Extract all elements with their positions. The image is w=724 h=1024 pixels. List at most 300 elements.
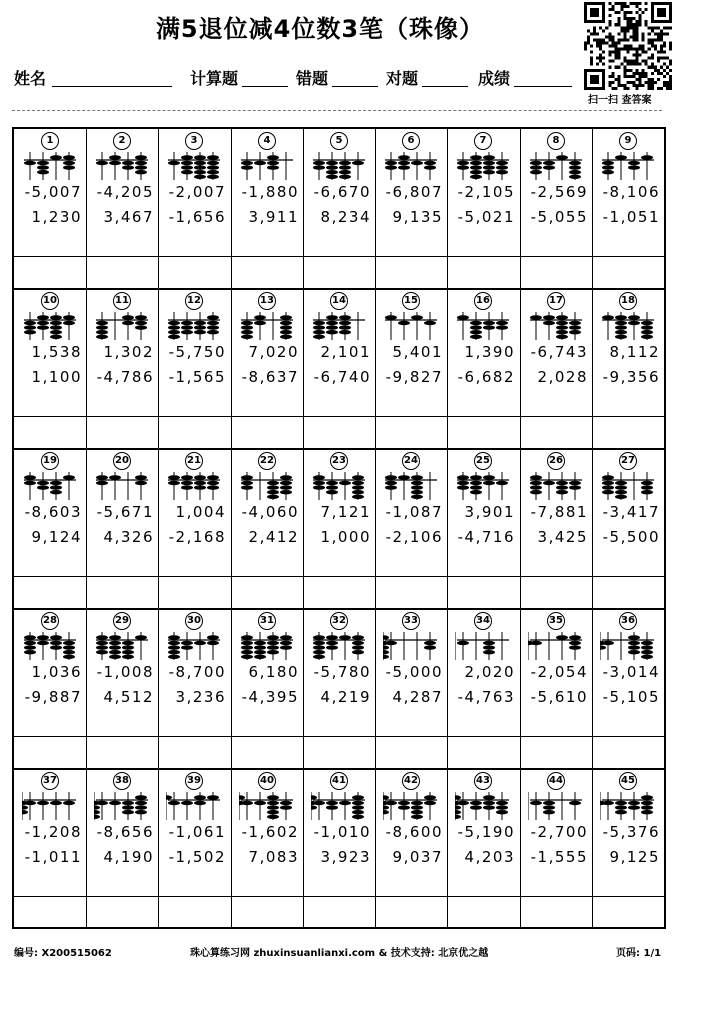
- operand-1: -8,603: [24, 503, 82, 521]
- answer-box[interactable]: [86, 736, 158, 769]
- answer-box[interactable]: [447, 256, 519, 289]
- qr-module: [645, 60, 648, 63]
- abacus-lower-bead: [383, 645, 389, 649]
- abacus-lower-bead: [135, 325, 147, 329]
- qr-module: [642, 38, 645, 41]
- abacus-upper-bead: [483, 475, 495, 480]
- operand-2: 9,125: [609, 848, 660, 866]
- abacus-image: [311, 151, 367, 181]
- qr-module: [617, 54, 620, 57]
- qr-module: [593, 38, 596, 41]
- qr-module: [651, 44, 654, 47]
- abacus-lower-bead: [496, 321, 508, 325]
- abacus-lower-bead: [628, 805, 640, 809]
- abacus-lower-bead: [411, 481, 423, 485]
- qr-module: [626, 60, 629, 63]
- qr-module: [648, 32, 651, 35]
- abacus-lower-bead: [383, 805, 389, 809]
- abacus-lower-bead: [602, 490, 614, 494]
- abacus-image: [94, 151, 150, 181]
- answer-box[interactable]: [158, 576, 230, 609]
- qr-module: [623, 29, 626, 32]
- answer-box[interactable]: [303, 576, 375, 609]
- abacus-lower-bead: [207, 175, 219, 179]
- operand-1: -5,007: [24, 183, 82, 201]
- abacus-upper-bead: [398, 155, 410, 160]
- qr-module: [636, 35, 639, 38]
- abacus-image: [600, 471, 656, 501]
- abacus-lower-bead: [569, 330, 581, 334]
- abacus-upper-bead: [267, 795, 279, 800]
- answer-box[interactable]: [158, 256, 230, 289]
- qr-module: [636, 26, 639, 29]
- abacus-lower-bead: [615, 490, 627, 494]
- abacus-upper-bead: [109, 475, 121, 480]
- qr-module: [639, 44, 642, 47]
- abacus-lower-bead: [543, 165, 555, 169]
- abacus-lower-bead: [339, 161, 351, 165]
- abacus-lower-bead: [194, 170, 206, 174]
- qr-module: [666, 57, 669, 60]
- qr-module: [633, 29, 636, 32]
- answer-box[interactable]: [447, 416, 519, 449]
- abacus-lower-bead: [267, 650, 279, 654]
- abacus-lower-bead: [37, 321, 49, 325]
- problem-cell: [375, 769, 447, 896]
- abacus-upper-bead: [556, 635, 568, 640]
- abacus-lower-bead: [470, 485, 482, 489]
- qr-module: [623, 60, 626, 63]
- abacus-upper-bead: [352, 635, 364, 640]
- abacus-lower-bead: [615, 330, 627, 334]
- problem-cell: [303, 449, 375, 576]
- answer-box[interactable]: [303, 736, 375, 769]
- abacus-lower-bead: [411, 495, 423, 499]
- abacus-lower-bead: [313, 641, 325, 645]
- abacus-lower-bead: [50, 330, 62, 334]
- score-blank[interactable]: [514, 86, 572, 87]
- abacus-lower-bead: [496, 801, 508, 805]
- abacus-lower-bead: [37, 161, 49, 165]
- abacus-lower-bead: [267, 490, 279, 494]
- abacus-lower-bead: [50, 485, 62, 489]
- abacus-upper-bead: [96, 635, 108, 640]
- qr-module: [611, 41, 614, 44]
- answer-box[interactable]: [231, 736, 303, 769]
- answer-box[interactable]: [447, 736, 519, 769]
- problem-cell: [86, 289, 158, 416]
- abacus-lower-bead: [241, 641, 253, 645]
- abacus-lower-bead: [168, 655, 180, 659]
- problem-cell: [520, 449, 592, 576]
- abacus-upper-bead: [194, 475, 206, 480]
- operand-1: -8,600: [385, 823, 443, 841]
- abacus-lower-bead: [600, 645, 606, 649]
- abacus-lower-bead: [96, 650, 108, 654]
- abacus-lower-bead: [470, 490, 482, 494]
- abacus-lower-bead: [24, 481, 36, 485]
- abacus-lower-bead: [207, 321, 219, 325]
- abacus-lower-bead: [24, 330, 36, 334]
- problem-cell: [303, 769, 375, 896]
- qr-module: [633, 32, 636, 35]
- problem-cell: [592, 129, 664, 256]
- abacus-lower-bead: [241, 321, 253, 325]
- answer-box[interactable]: [231, 256, 303, 289]
- abacus-upper-bead: [326, 635, 338, 640]
- abacus-image: [239, 151, 295, 181]
- answer-box[interactable]: [375, 256, 447, 289]
- answer-box[interactable]: [158, 416, 230, 449]
- answer-box[interactable]: [14, 256, 86, 289]
- abacus-upper-bead: [457, 475, 469, 480]
- abacus-lower-bead: [267, 810, 279, 814]
- qr-module: [620, 38, 623, 41]
- qr-module: [630, 2, 633, 5]
- problem-cell: [375, 129, 447, 256]
- abacus-lower-bead: [641, 650, 653, 654]
- qr-module: [633, 38, 636, 41]
- answer-box[interactable]: [592, 736, 664, 769]
- abacus-lower-bead: [96, 321, 108, 325]
- answer-box[interactable]: [158, 736, 230, 769]
- abacus-lower-bead: [326, 641, 338, 645]
- abacus-lower-bead: [267, 485, 279, 489]
- qr-module: [626, 44, 629, 47]
- answer-box[interactable]: [86, 576, 158, 609]
- answer-box[interactable]: [375, 736, 447, 769]
- qr-module: [639, 14, 642, 17]
- operand-1: -6,670: [313, 183, 371, 201]
- answer-box[interactable]: [520, 736, 592, 769]
- dashed-divider: [12, 110, 662, 111]
- qr-module: [617, 23, 620, 26]
- abacus-lower-bead: [352, 805, 364, 809]
- qr-module: [657, 51, 660, 54]
- abacus-lower-bead: [94, 810, 100, 814]
- abacus-lower-bead: [50, 801, 62, 805]
- problem-number-badge: 5: [330, 132, 348, 150]
- abacus-upper-bead: [168, 475, 180, 480]
- abacus-upper-bead: [181, 475, 193, 480]
- answer-box[interactable]: [303, 896, 375, 929]
- answer-box[interactable]: [303, 416, 375, 449]
- abacus-lower-bead: [168, 801, 180, 805]
- abacus-lower-bead: [50, 321, 62, 325]
- abacus-lower-bead: [641, 325, 653, 329]
- problem-cell: [520, 609, 592, 736]
- abacus-lower-bead: [496, 165, 508, 169]
- abacus-lower-bead: [530, 801, 542, 805]
- abacus-lower-bead: [267, 805, 279, 809]
- abacus-lower-bead: [543, 161, 555, 165]
- answer-box[interactable]: [14, 416, 86, 449]
- abacus-lower-bead: [94, 805, 100, 809]
- abacus-lower-bead: [615, 495, 627, 499]
- answer-box[interactable]: [520, 256, 592, 289]
- qr-module: [596, 32, 599, 35]
- abacus-lower-bead: [483, 321, 495, 325]
- qr-module: [657, 8, 666, 17]
- abacus-upper-bead: [207, 315, 219, 320]
- operand-1: -6,743: [530, 343, 588, 361]
- answer-box[interactable]: [14, 576, 86, 609]
- answer-box[interactable]: [375, 576, 447, 609]
- abacus-lower-bead: [94, 815, 100, 819]
- abacus-image: [528, 151, 584, 181]
- worksheet-title: 满5退位减4位数3笔（珠像）: [155, 15, 485, 43]
- qr-module: [645, 51, 648, 54]
- answer-box[interactable]: [447, 576, 519, 609]
- qr-module: [657, 26, 660, 29]
- answer-box[interactable]: [447, 896, 519, 929]
- abacus-lower-bead: [168, 650, 180, 654]
- problem-number-badge: 35: [547, 612, 565, 630]
- abacus-lower-bead: [194, 325, 206, 329]
- qr-module: [596, 41, 599, 44]
- abacus-upper-bead: [241, 635, 253, 640]
- abacus-image: [383, 311, 439, 341]
- abacus-lower-bead: [483, 161, 495, 165]
- abacus-upper-bead: [37, 635, 49, 640]
- abacus-upper-bead: [280, 315, 292, 320]
- abacus-image: [166, 471, 222, 501]
- abacus-lower-bead: [135, 801, 147, 805]
- qr-module: [608, 54, 611, 57]
- abacus-lower-bead: [602, 485, 614, 489]
- answer-box[interactable]: [592, 576, 664, 609]
- answer-box[interactable]: [520, 576, 592, 609]
- abacus-lower-bead: [326, 481, 338, 485]
- abacus-lower-bead: [194, 481, 206, 485]
- abacus-lower-bead: [24, 321, 36, 325]
- abacus-lower-bead: [339, 321, 351, 325]
- abacus-upper-bead: [641, 795, 653, 800]
- answer-box[interactable]: [158, 896, 230, 929]
- abacus-lower-bead: [207, 330, 219, 334]
- abacus-image: [239, 471, 295, 501]
- operand-2: 1,100: [31, 368, 82, 386]
- answer-box[interactable]: [520, 416, 592, 449]
- qr-module: [599, 38, 602, 41]
- qr-module: [617, 11, 620, 14]
- operand-2: -4,716: [457, 528, 515, 546]
- answer-box[interactable]: [86, 256, 158, 289]
- problem-number-badge: 11: [113, 292, 131, 310]
- abacus-lower-bead: [241, 485, 253, 489]
- operand-1: -4,060: [241, 503, 299, 521]
- abacus-lower-bead: [352, 815, 364, 819]
- qr-module: [660, 48, 663, 51]
- abacus-lower-bead: [352, 481, 364, 485]
- qr-module: [657, 35, 660, 38]
- abacus-image: [239, 631, 295, 661]
- abacus-image: [311, 631, 367, 661]
- answer-box[interactable]: [520, 896, 592, 929]
- abacus-lower-bead: [615, 325, 627, 329]
- abacus-lower-bead: [254, 650, 266, 654]
- abacus-lower-bead: [339, 175, 351, 179]
- qr-module: [645, 8, 648, 11]
- qr-module: [630, 48, 633, 51]
- operand-1: 1,004: [175, 503, 226, 521]
- answer-box[interactable]: [375, 416, 447, 449]
- operand-2: 4,287: [392, 688, 443, 706]
- abacus-lower-bead: [280, 641, 292, 645]
- answer-box[interactable]: [86, 896, 158, 929]
- problem-cell: [158, 289, 230, 416]
- abacus-upper-bead: [24, 635, 36, 640]
- qr-module: [599, 48, 602, 51]
- abacus-lower-bead: [280, 335, 292, 339]
- abacus-lower-bead: [470, 321, 482, 325]
- abacus-image: [455, 791, 511, 821]
- answer-box[interactable]: [375, 896, 447, 929]
- qr-module: [596, 57, 599, 60]
- abacus-lower-bead: [569, 481, 581, 485]
- qr-module: [617, 38, 620, 41]
- abacus-image: [22, 791, 78, 821]
- abacus-lower-bead: [569, 325, 581, 329]
- abacus-lower-bead: [50, 490, 62, 494]
- abacus-lower-bead: [424, 161, 436, 165]
- abacus-upper-bead: [311, 795, 317, 800]
- abacus-lower-bead: [455, 810, 461, 814]
- qr-module: [626, 20, 629, 23]
- qr-module: [651, 29, 654, 32]
- qr-module: [669, 60, 672, 63]
- abacus-lower-bead: [63, 165, 75, 169]
- abacus-upper-bead: [267, 155, 279, 160]
- abacus-lower-bead: [496, 325, 508, 329]
- qr-module: [660, 44, 663, 47]
- score-label: 成绩: [478, 69, 511, 88]
- abacus-upper-bead: [313, 635, 325, 640]
- abacus-lower-bead: [50, 641, 62, 645]
- problem-cell: [158, 129, 230, 256]
- abacus-upper-bead: [483, 155, 495, 160]
- qr-module: [626, 26, 629, 29]
- qr-module: [651, 26, 654, 29]
- qr-module: [633, 48, 636, 51]
- problem-number-badge: 9: [619, 132, 637, 150]
- abacus-lower-bead: [457, 161, 469, 165]
- operand-2: -5,055: [530, 208, 588, 226]
- answer-box[interactable]: [592, 416, 664, 449]
- qr-module: [636, 57, 639, 60]
- abacus-lower-bead: [96, 645, 108, 649]
- abacus-lower-bead: [641, 335, 653, 339]
- abacus-lower-bead: [483, 325, 495, 329]
- answer-box[interactable]: [14, 736, 86, 769]
- answer-box[interactable]: [14, 896, 86, 929]
- abacus-upper-bead: [50, 315, 62, 320]
- abacus-image: [22, 471, 78, 501]
- problem-number-badge: 41: [330, 772, 348, 790]
- abacus-lower-bead: [181, 321, 193, 325]
- problem-number-badge: 37: [41, 772, 59, 790]
- qr-module: [593, 29, 596, 32]
- abacus-upper-bead: [241, 475, 253, 480]
- answer-box[interactable]: [231, 416, 303, 449]
- operand-2: 4,219: [320, 688, 371, 706]
- abacus-lower-bead: [543, 481, 555, 485]
- abacus-lower-bead: [641, 330, 653, 334]
- answer-box[interactable]: [592, 896, 664, 929]
- abacus-lower-bead: [615, 485, 627, 489]
- qr-caption: 扫一扫 查答案: [588, 95, 652, 106]
- abacus-upper-bead: [280, 475, 292, 480]
- qr-module: [654, 38, 657, 41]
- operand-2: 9,037: [392, 848, 443, 866]
- qr-module: [654, 26, 657, 29]
- problem-cell: [231, 609, 303, 736]
- abacus-upper-bead: [385, 315, 397, 320]
- problem-number-badge: 39: [185, 772, 203, 790]
- wrong-blank[interactable]: [332, 86, 378, 87]
- abacus-lower-bead: [194, 161, 206, 165]
- qr-module: [617, 2, 620, 5]
- answer-box[interactable]: [303, 256, 375, 289]
- qr-module: [590, 32, 593, 35]
- abacus-upper-bead: [313, 475, 325, 480]
- qr-module: [608, 8, 611, 11]
- abacus-upper-bead: [530, 475, 542, 480]
- qr-module: [642, 32, 645, 35]
- qr-module: [623, 2, 626, 5]
- qr-module: [608, 38, 611, 41]
- abacus-upper-bead: [109, 635, 121, 640]
- abacus-lower-bead: [24, 325, 36, 329]
- abacus-lower-bead: [122, 645, 134, 649]
- abacus-image: [22, 631, 78, 661]
- qr-module: [617, 32, 620, 35]
- abacus-lower-bead: [602, 481, 614, 485]
- abacus-lower-bead: [194, 165, 206, 169]
- qr-module: [614, 51, 617, 54]
- qr-module: [584, 48, 587, 51]
- count-blank[interactable]: [242, 86, 288, 87]
- abacus-lower-bead: [168, 161, 180, 165]
- operand-2: -6,740: [313, 368, 371, 386]
- answer-box[interactable]: [592, 256, 664, 289]
- qr-module: [666, 26, 669, 29]
- abacus-upper-bead: [411, 475, 423, 480]
- name-blank[interactable]: [52, 86, 172, 87]
- problem-cell: [447, 449, 519, 576]
- abacus-lower-bead: [168, 330, 180, 334]
- abacus-lower-bead: [280, 481, 292, 485]
- abacus-upper-bead: [135, 475, 147, 480]
- abacus-upper-bead: [470, 475, 482, 480]
- problem-cell: [447, 609, 519, 736]
- answer-box[interactable]: [86, 416, 158, 449]
- abacus-lower-bead: [267, 165, 279, 169]
- abacus-lower-bead: [398, 805, 410, 809]
- abacus-lower-bead: [313, 321, 325, 325]
- abacus-lower-bead: [628, 801, 640, 805]
- abacus-lower-bead: [280, 325, 292, 329]
- operand-1: 2,101: [320, 343, 371, 361]
- abacus-upper-bead: [411, 315, 423, 320]
- answer-box[interactable]: [231, 896, 303, 929]
- answer-box[interactable]: [231, 576, 303, 609]
- qr-module: [642, 44, 645, 47]
- operand-1: -3,417: [602, 503, 660, 521]
- right-blank[interactable]: [422, 86, 468, 87]
- abacus-lower-bead: [122, 641, 134, 645]
- abacus-lower-bead: [313, 645, 325, 649]
